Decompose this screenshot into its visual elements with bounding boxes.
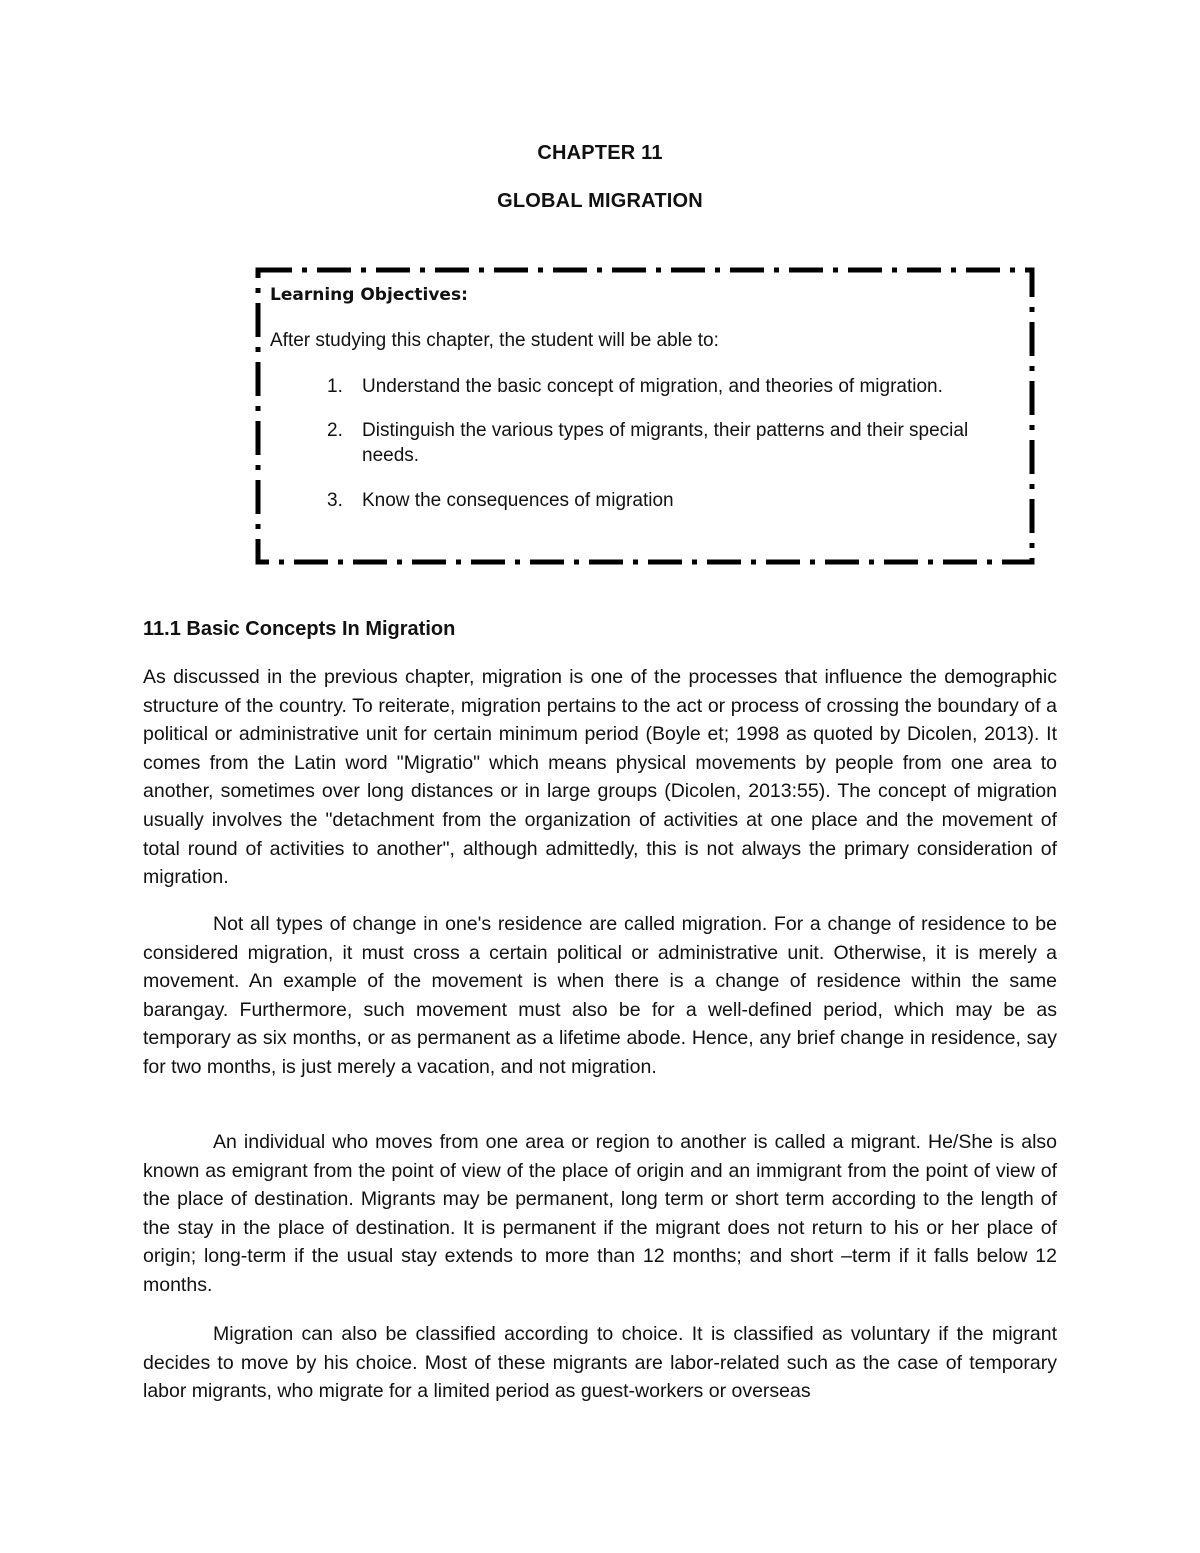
paragraph: Migration can also be classified according to choice. It is classified as voluntary if the migrant decides to move by his choice. Most of these migrants are labor-related such as the case of temporary labor migrants, who migrate for a limited period as guest-workers or overseas <box>143 1323 1057 1403</box>
learning-objectives-box <box>255 267 1035 565</box>
paragraph: An individual who moves from one area or region to another is called a migrant. He/She is also known as emigrant from the point of view of the place of origin and an immigrant from the point of view of the place of destination. Migrants may be permanent, long term or short term according to the length of the stay in the place of destination. It is permanent if the migrant does not return to his or her place of origin; long-term if the usual stay extends to more than 12 months; and short –term if it falls below 12 months. <box>143 1131 1057 1296</box>
objectives-intro: After studying this chapter, the student will be able to: <box>270 330 719 351</box>
chapter-title: GLOBAL MIGRATION <box>497 190 703 212</box>
paragraph: As discussed in the previous chapter, migration is one of the processes that influence the demographic structure of the country. To reiterate, migration pertains to the act or process of crossing the boundary of a political or administrative unit for certain minimum period (Boyle et; 1998 as quoted by Dicolen, 2013). It comes from the Latin word "Migratio" which means physical movements by people from one area to another, sometimes over long distances or in large groups (Dicolen, 2013:55). The concept of migration usually involves the "detachment from the organization of activities at one place and the movement of total round of activities to another", although admittedly, this is not always the primary consideration of migration. <box>143 666 1057 889</box>
chapter-number: CHAPTER 11 <box>537 142 663 164</box>
section-heading: 11.1 Basic Concepts In Migration <box>143 618 456 640</box>
objectives-heading: Learning Objectives: <box>270 285 468 305</box>
paragraph: Not all types of change in one's residence are called migration. For a change of residence to be considered migration, it must cross a certain political or administrative unit. Otherwise, it is merely a movement. An example of the movement is when there is a change of residence within the same barangay. Furthermore, such movement must also be for a well-defined period, which may be as temporary as six months, or as permanent as a lifetime abode. Hence, any brief change in residence, say for two months, is just merely a vacation, and not migration. <box>143 913 1057 1078</box>
objective-number: 3. <box>327 490 343 511</box>
objective-number: 1. <box>327 376 343 397</box>
objective-text: Know the consequences of migration <box>362 490 674 511</box>
objective-text: Distinguish the various types of migrants, their patterns and their special needs. <box>362 420 969 466</box>
dash-dot-border <box>255 267 1035 565</box>
objective-text: Understand the basic concept of migration, and theories of migration. <box>362 376 943 397</box>
objective-number: 2. <box>327 420 343 441</box>
